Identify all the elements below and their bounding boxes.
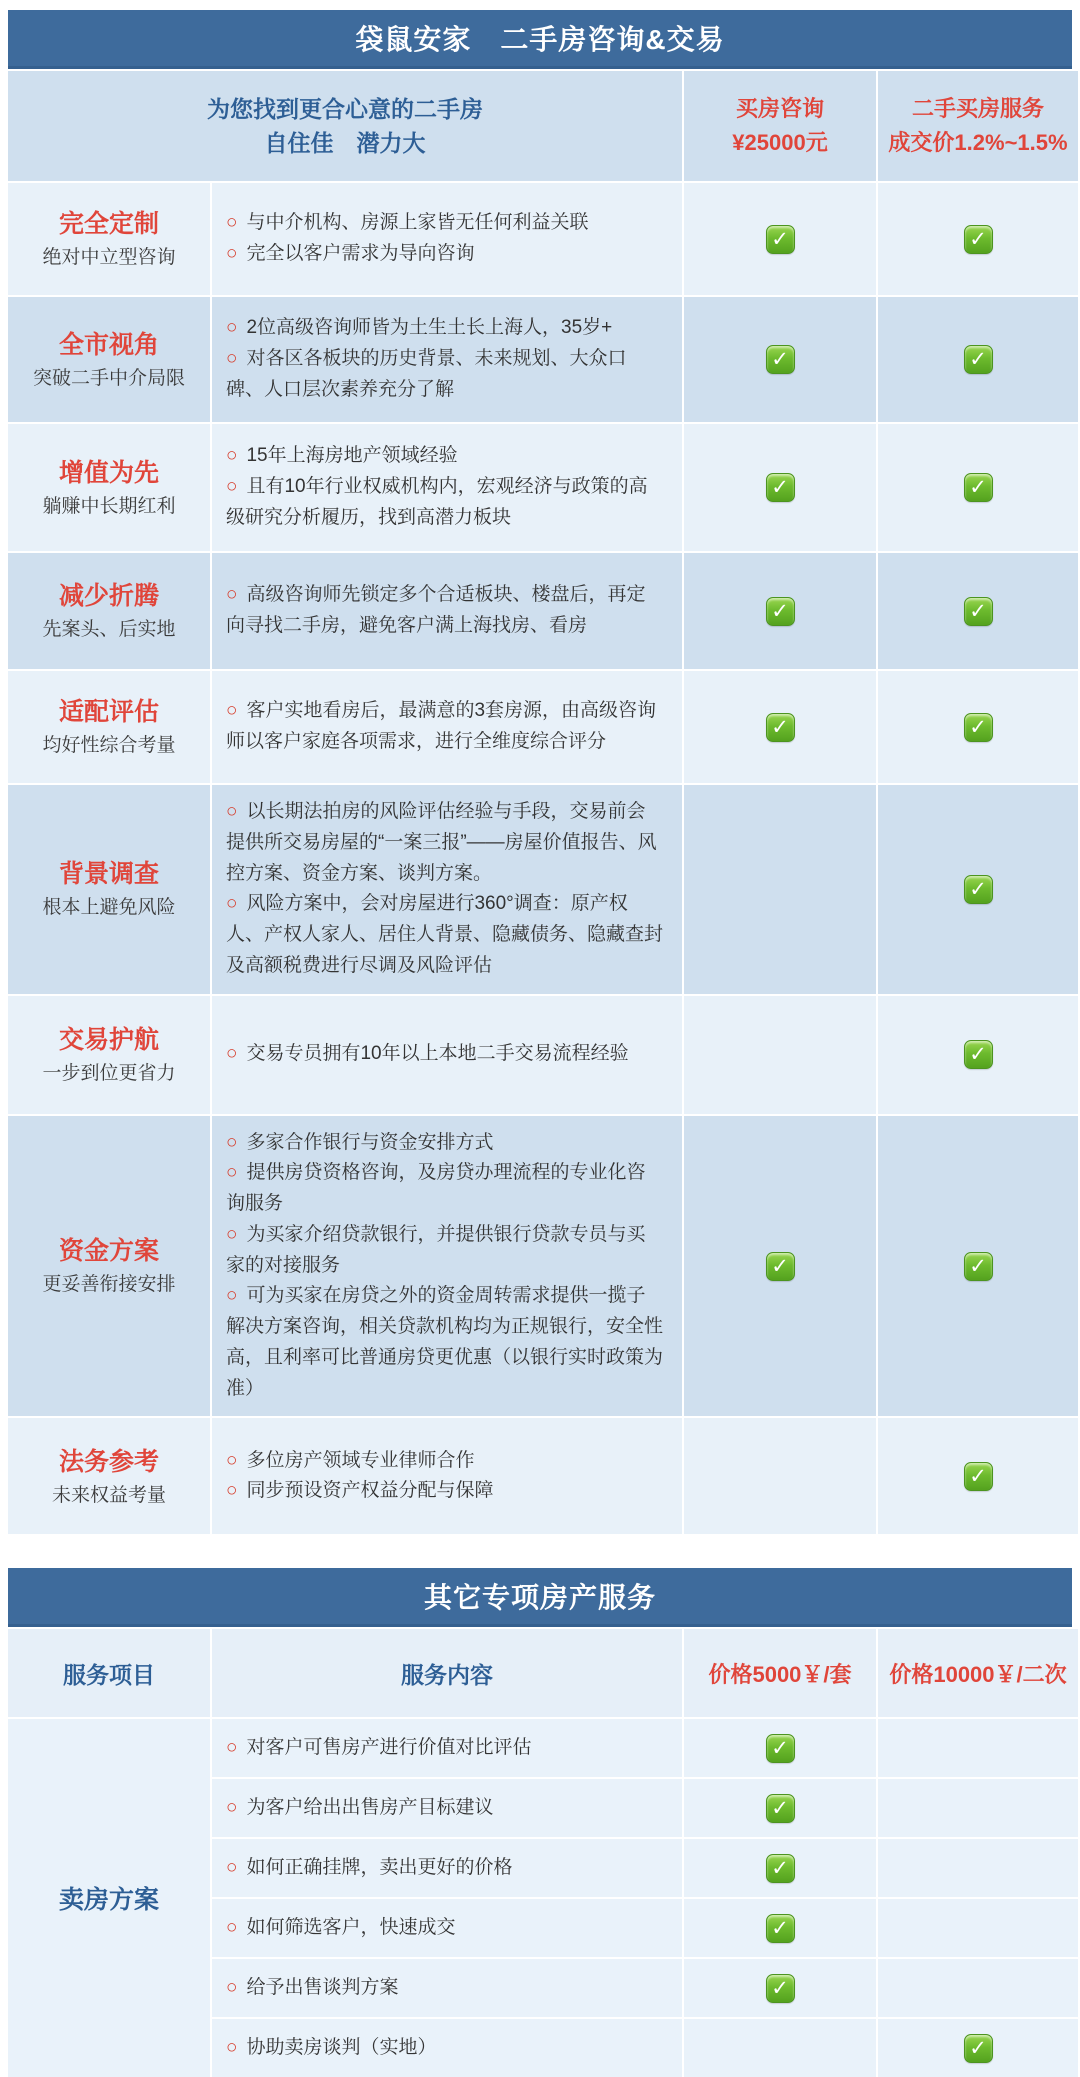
check-icon: ✓: [766, 473, 795, 502]
section1-title: 袋鼠安家 二手房咨询&交易: [355, 24, 725, 55]
circle-bullet-icon: ○: [226, 801, 238, 822]
check-icon: ✓: [964, 1462, 993, 1491]
intro-line1: 为您找到更合心意的二手房: [207, 95, 483, 122]
intro-line2: 自住佳 潜力大: [264, 130, 426, 156]
bullet-item: ○ 可为买家在房贷之外的资金周转需求提供一揽子解决方案咨询，相关贷款机构均为正规银行，安全性高，且利率可比普通房贷更优惠（以银行实时政策为准）: [226, 1285, 664, 1399]
circle-bullet-icon: ○: [226, 1043, 238, 1065]
table-row: [8, 297, 1072, 422]
bullet-item: ○ 以长期法拍房的风险评估经验与手段，交易前会提供所交易房屋的“一案三报”——房屋价值报告、风控方案、资金方案、谈判方案。: [226, 801, 657, 884]
check-icon: ✓: [766, 713, 795, 742]
table-row: [8, 553, 1072, 669]
row-title: 增值为先: [58, 458, 159, 487]
row-title: 法务参考: [58, 1447, 159, 1476]
circle-bullet-icon: ○: [226, 348, 238, 370]
bullet-item: ○ 为客户给出出售房产目标建议: [226, 1797, 494, 1819]
circle-bullet-icon: ○: [226, 893, 238, 915]
table-row: [8, 183, 1072, 295]
row-group-label: 卖房方案: [8, 1719, 210, 2077]
column-header-price-5000: 价格5000￥/套: [684, 1629, 876, 1717]
row-title: 全市视角: [58, 330, 159, 359]
column-header-price-10000: 价格10000￥/二次: [878, 1629, 1078, 1717]
bullet-item: ○ 且有10年行业权威机构内，宏观经济与政策的高级研究分析履历，找到高潜力板块: [226, 476, 648, 528]
bullet-item: ○ 如何正确挂牌，卖出更好的价格: [226, 1857, 513, 1879]
check-icon: ✓: [964, 875, 993, 904]
column-header-buy-service: 二手买房服务 成交价1.2%~1.5%: [878, 71, 1078, 181]
row-subtitle: 绝对中立型咨询: [42, 247, 176, 269]
row-subtitle: 均好性综合考量: [42, 735, 176, 757]
circle-bullet-icon: ○: [226, 317, 238, 339]
row-subtitle: 一步到位更省力: [42, 1062, 176, 1084]
check-icon: ✓: [964, 1040, 993, 1069]
bullet-item: ○ 对各区各板块的历史背景、未来规划、大众口碑、人口层次素养充分了解: [226, 348, 627, 400]
table-row: [8, 996, 1072, 1114]
circle-bullet-icon: ○: [226, 212, 238, 234]
row-subtitle: 未来权益考量: [51, 1484, 166, 1506]
circle-bullet-icon: ○: [226, 1797, 238, 1819]
bullet-item: ○ 协助卖房谈判（实地）: [226, 2037, 437, 2059]
bullet-item: ○ 完全以客户需求为导向咨询: [226, 243, 475, 264]
table-row: [212, 1719, 682, 1777]
circle-bullet-icon: ○: [226, 476, 238, 498]
check-icon: ✓: [766, 597, 795, 626]
bullet-item: ○ 如何筛选客户，快速成交: [226, 1917, 456, 1939]
table-row: [212, 1779, 682, 1837]
check-icon: ✓: [766, 345, 795, 374]
bullet-item: ○ 与中介机构、房源上家皆无任何利益关联: [226, 212, 589, 234]
table2: [8, 1629, 1072, 2077]
bullet-item: ○ 2位高级咨询师皆为土生土长上海人，35岁+: [226, 317, 613, 339]
check-icon: ✓: [964, 345, 993, 374]
section-divider: [8, 1534, 1072, 1568]
table-row: [8, 785, 1072, 994]
row-title: 背景调查: [58, 860, 159, 889]
bullet-item: ○ 15年上海房地产领域经验: [226, 445, 458, 467]
circle-bullet-icon: ○: [226, 1917, 238, 1939]
circle-bullet-icon: ○: [226, 584, 238, 606]
row-subtitle: 躺赚中长期红利: [42, 495, 176, 517]
table-row: [212, 2019, 682, 2077]
circle-bullet-icon: ○: [226, 1449, 238, 1471]
table-row: [8, 671, 1072, 783]
circle-bullet-icon: ○: [226, 243, 238, 264]
section2-title: 其它专项房产服务: [423, 1582, 656, 1614]
section2-title-bar: [8, 1568, 1072, 1627]
check-icon: ✓: [766, 225, 795, 254]
circle-bullet-icon: ○: [226, 700, 238, 722]
row-subtitle: 先案头、后实地: [42, 619, 176, 641]
column-header-buy-consult: 买房咨询 ¥25000元: [684, 71, 876, 181]
circle-bullet-icon: ○: [226, 445, 238, 467]
bullet-item: ○ 为买家介绍贷款银行，并提供银行贷款专员与买家的对接服务: [226, 1223, 646, 1276]
table1-header-row: [8, 71, 1072, 181]
check-icon: ✓: [766, 1794, 795, 1823]
table-row: [8, 1418, 1072, 1534]
check-icon: ✓: [964, 597, 993, 626]
check-icon: ✓: [766, 1974, 795, 2003]
table-row: [212, 1839, 682, 1897]
bullet-item: ○ 提供房贷资格咨询，及房贷办理流程的专业化咨询服务: [226, 1162, 646, 1215]
row-subtitle: 突破二手中介局限: [32, 367, 185, 389]
bullet-item: ○ 给予出售谈判方案: [226, 1977, 399, 1999]
bullet-item: ○ 对客户可售房产进行价值对比评估: [226, 1737, 532, 1759]
table-row: [8, 1116, 1072, 1417]
row-title: 减少折腾: [58, 582, 159, 611]
check-icon: ✓: [766, 1914, 795, 1943]
circle-bullet-icon: ○: [226, 1857, 238, 1879]
bullet-item: ○ 交易专员拥有10年以上本地二手交易流程经验: [226, 1043, 629, 1065]
bullet-item: ○ 多位房产领域专业律师合作: [226, 1449, 475, 1471]
check-icon: ✓: [964, 713, 993, 742]
check-icon: ✓: [964, 2034, 993, 2063]
table1-intro-cell: [8, 71, 682, 181]
check-icon: ✓: [964, 473, 993, 502]
table-row: [212, 1959, 682, 2017]
circle-bullet-icon: ○: [226, 1223, 238, 1245]
infographic-sheet: [8, 0, 1072, 2077]
circle-bullet-icon: ○: [226, 1480, 238, 1502]
bullet-item: ○ 多家合作银行与资金安排方式: [226, 1131, 494, 1153]
check-icon: ✓: [766, 1734, 795, 1763]
bullet-item: ○ 客户实地看房后，最满意的3套房源，由高级咨询师以客户家庭各项需求，进行全维度综合评分: [226, 700, 657, 752]
table-row: [8, 424, 1072, 551]
section1-title-bar: [8, 10, 1072, 69]
circle-bullet-icon: ○: [226, 1977, 238, 1999]
row-title: 交易护航: [58, 1025, 159, 1054]
bullet-item: ○ 同步预设资产权益分配与保障: [226, 1480, 494, 1502]
check-icon: ✓: [766, 1252, 795, 1281]
row-title: 资金方案: [58, 1237, 159, 1266]
row-title: 适配评估: [58, 698, 159, 727]
circle-bullet-icon: ○: [226, 1131, 238, 1153]
check-icon: ✓: [964, 1252, 993, 1281]
column-header-service-content: 服务内容: [212, 1629, 682, 1717]
circle-bullet-icon: ○: [226, 1737, 238, 1759]
row-title: 完全定制: [58, 210, 159, 239]
table-row: [212, 1899, 682, 1957]
circle-bullet-icon: ○: [226, 1162, 238, 1184]
circle-bullet-icon: ○: [226, 1285, 238, 1307]
row-subtitle: 更妥善衔接安排: [42, 1274, 176, 1296]
check-icon: ✓: [766, 1854, 795, 1883]
row-subtitle: 根本上避免风险: [42, 897, 176, 919]
bullet-item: ○ 高级咨询师先锁定多个合适板块、楼盘后，再定向寻找二手房，避免客户满上海找房、看房: [226, 584, 646, 636]
column-header-service-item: 服务项目: [8, 1629, 210, 1717]
bullet-item: ○ 风险方案中，会对房屋进行360°调查：原产权人、产权人家人、居住人背景、隐藏债务、隐藏查封及高额税费进行尽调及风险评估: [226, 893, 664, 976]
circle-bullet-icon: ○: [226, 2037, 238, 2059]
check-icon: ✓: [964, 225, 993, 254]
